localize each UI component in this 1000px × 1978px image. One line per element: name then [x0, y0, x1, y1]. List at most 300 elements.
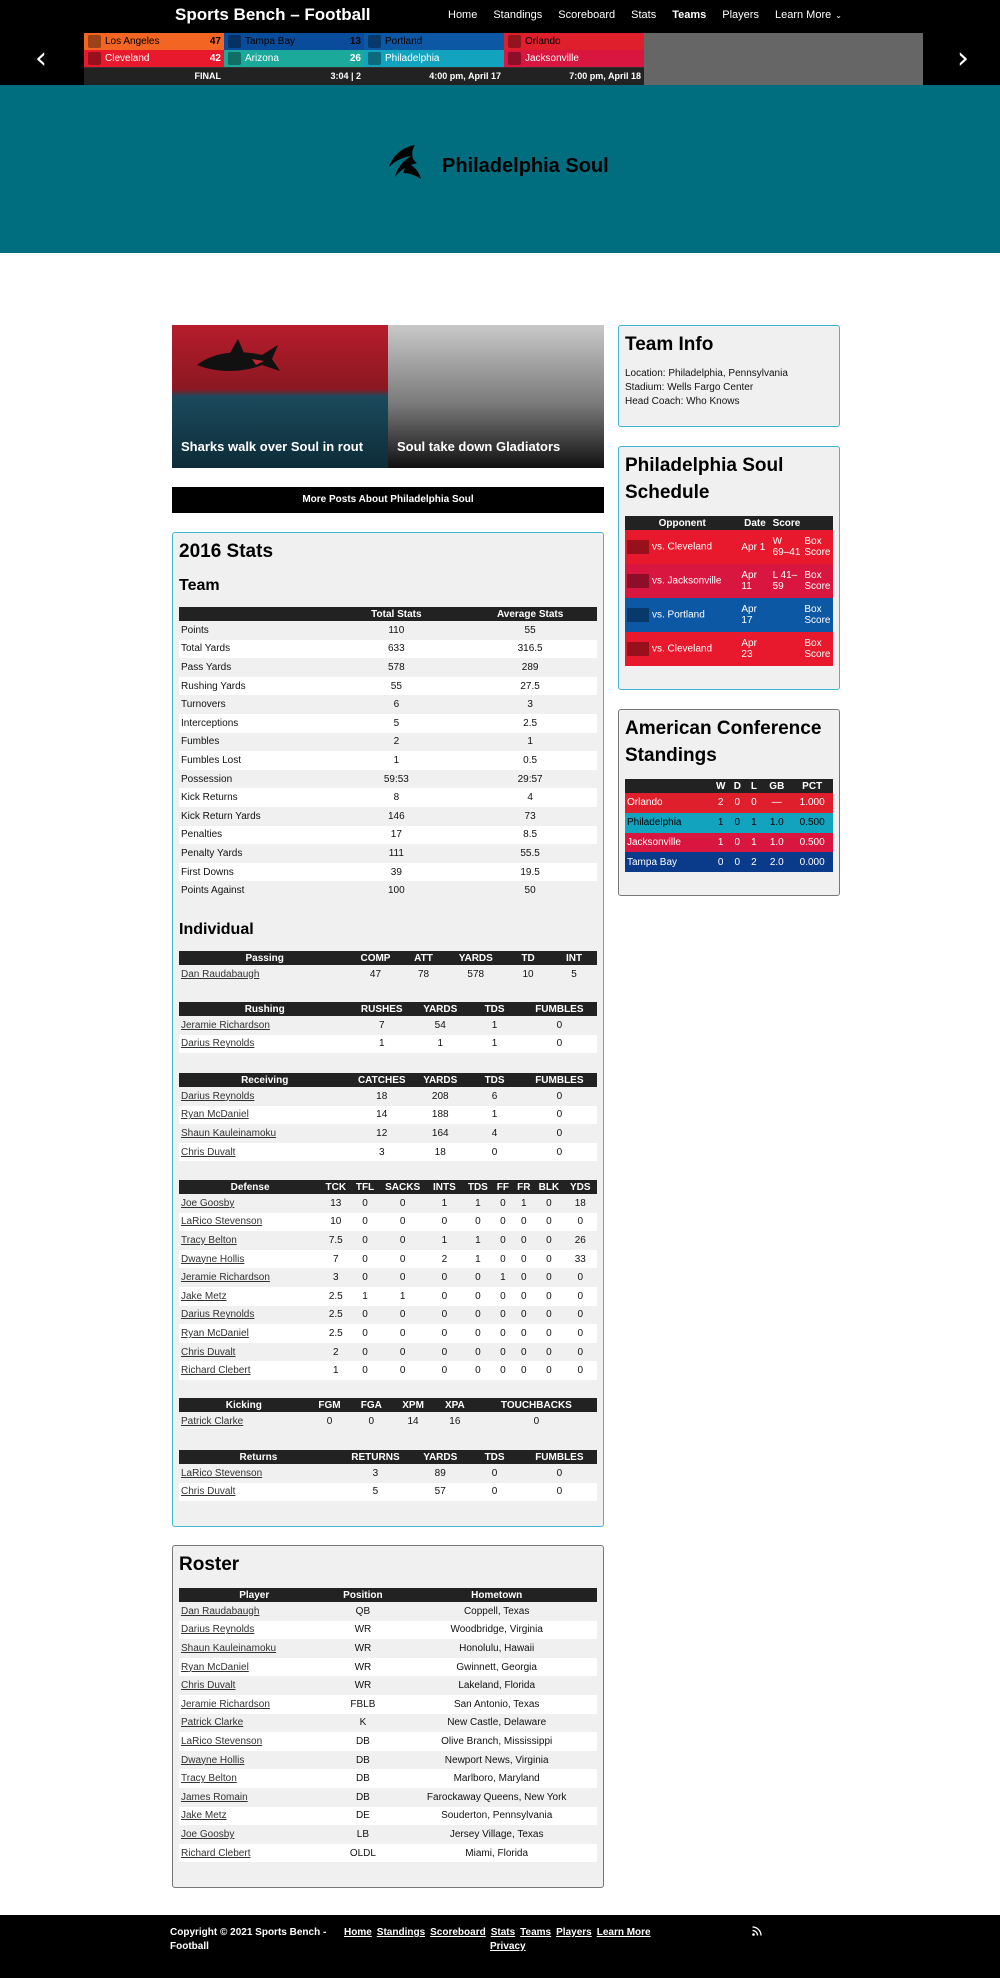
column-header: YDS	[564, 1180, 598, 1194]
game-status: FINAL	[84, 68, 224, 85]
data-table	[179, 1450, 597, 1501]
table-cell: Interceptions	[179, 714, 329, 733]
schedule-score: W 69–41	[771, 530, 803, 564]
post-card[interactable]	[172, 325, 388, 468]
footer-link-privacy[interactable]: Privacy	[490, 1941, 526, 1952]
table-cell: 2.5	[463, 714, 597, 733]
game-card[interactable]	[84, 33, 224, 85]
table-cell: 164	[413, 1124, 467, 1143]
table-cell: 0	[380, 1324, 426, 1343]
column-header: TDS	[467, 1450, 521, 1464]
schedule-score	[771, 632, 803, 666]
table-header-row	[179, 1180, 597, 1194]
table-cell: LB	[329, 1825, 396, 1844]
nav-item-stats[interactable]	[631, 9, 656, 21]
player-link[interactable]: Jeramie Richardson	[179, 1268, 321, 1287]
table-cell: 55	[329, 677, 463, 696]
standings-team-link[interactable]: Philadelphia	[625, 813, 712, 833]
column-header: Position	[329, 1588, 396, 1602]
game-status: 7:00 pm, April 18	[504, 68, 644, 85]
game-card[interactable]	[224, 33, 364, 85]
team-logo-icon	[368, 52, 381, 65]
player-link[interactable]: Dwayne Hollis	[179, 1250, 321, 1269]
team-score: 42	[209, 53, 221, 64]
table-cell: 19.5	[463, 863, 597, 882]
table-cell: 5	[551, 965, 597, 984]
game-home-row	[504, 50, 644, 67]
table-row	[179, 1231, 597, 1250]
table-cell: 0	[463, 1268, 492, 1287]
table-cell: 2	[426, 1250, 464, 1269]
footer-link-scoreboard[interactable]: Scoreboard	[430, 1927, 486, 1938]
table-row	[179, 1106, 597, 1125]
table-cell: 0	[309, 1412, 351, 1431]
column-header: Date	[739, 516, 770, 530]
table-cell: 0	[534, 1343, 563, 1362]
table-cell: OLDL	[329, 1844, 396, 1863]
table-cell: DB	[329, 1732, 396, 1751]
table-cell: DB	[329, 1751, 396, 1770]
player-link[interactable]: Chris Duvalt	[179, 1143, 350, 1162]
box-score-link[interactable]: Box Score	[802, 598, 833, 632]
player-link[interactable]: Ryan McDaniel	[179, 1658, 329, 1677]
table-cell: 14	[392, 1412, 434, 1431]
nav-item-teams[interactable]	[672, 9, 706, 21]
table-cell: 0	[380, 1231, 426, 1250]
standings-team-link[interactable]: Jacksonville	[625, 833, 712, 853]
nav-item-players[interactable]	[722, 9, 759, 21]
table-cell: 1	[467, 1106, 521, 1125]
column-header: XPM	[392, 1398, 434, 1412]
column-header: COMP	[350, 951, 400, 965]
player-link[interactable]: Dwayne Hollis	[179, 1751, 329, 1770]
table-cell: 0	[522, 1087, 597, 1106]
schedule-row	[625, 564, 833, 598]
table-row	[179, 1732, 597, 1751]
table-cell: 208	[413, 1087, 467, 1106]
player-link[interactable]: Richard Clebert	[179, 1361, 321, 1380]
table-cell: 0	[513, 1268, 534, 1287]
table-cell: 17	[329, 826, 463, 845]
table-row	[179, 1769, 597, 1788]
table-cell: 0	[467, 1143, 521, 1162]
player-link[interactable]: Richard Clebert	[179, 1844, 329, 1863]
table-cell: 0	[463, 1306, 492, 1325]
standings-team-link[interactable]: Orlando	[625, 793, 712, 813]
column-header: SACKS	[380, 1180, 426, 1194]
table-header-row	[179, 607, 597, 621]
post-title[interactable]: Sharks walk over Soul in rout	[181, 439, 364, 454]
game-status: 3:04 | 2	[224, 68, 364, 85]
table-row	[179, 1751, 597, 1770]
data-table	[179, 1398, 597, 1431]
table-row	[179, 1268, 597, 1287]
table-cell: 110	[329, 621, 463, 640]
game-home-row	[224, 50, 364, 67]
table-cell: QB	[329, 1602, 396, 1621]
post-title[interactable]: Soul take down Gladiators	[397, 439, 561, 454]
column-header: FF	[492, 1180, 513, 1194]
table-cell: 10	[505, 965, 551, 984]
player-link[interactable]: Shaun Kauleinamoku	[179, 1124, 350, 1143]
table-cell: 39	[329, 863, 463, 882]
stats-title: 2016 Stats	[179, 541, 274, 562]
footer-links	[344, 1926, 674, 1954]
footer-link-standings[interactable]: Standings	[376, 1927, 426, 1938]
table-row	[179, 1035, 597, 1054]
slider-next-arrow-icon[interactable]: ›	[957, 41, 969, 76]
player-link[interactable]: Joe Goosby	[179, 1825, 329, 1844]
table-row	[179, 1621, 597, 1640]
table-cell: WR	[329, 1676, 396, 1695]
player-link[interactable]: Darius Reynolds	[179, 1621, 329, 1640]
column-header: Player	[179, 1588, 329, 1602]
table-cell: 1	[380, 1287, 426, 1306]
slider-prev-arrow-icon[interactable]: ‹	[35, 41, 47, 76]
table-row	[179, 1324, 597, 1343]
table-row	[179, 770, 597, 789]
site-title[interactable]: Sports Bench – Football	[175, 5, 371, 24]
table-row	[179, 640, 597, 659]
table-cell: 0	[534, 1213, 563, 1232]
table-cell: 0.5	[463, 751, 597, 770]
standings-row	[625, 793, 833, 813]
table-row	[179, 1658, 597, 1677]
game-away-row	[364, 33, 504, 50]
player-link[interactable]: LaRico Stevenson	[179, 1732, 329, 1751]
schedule-opponent: vs. Portland	[652, 609, 705, 621]
player-link[interactable]: Jeramie Richardson	[179, 1695, 329, 1714]
player-link[interactable]: Patrick Clarke	[179, 1412, 309, 1431]
table-cell: 1	[467, 1016, 521, 1035]
table-cell: 1	[463, 1250, 492, 1269]
column-header: FGM	[309, 1398, 351, 1412]
table-cell: 0	[380, 1250, 426, 1269]
player-link[interactable]: Dan Raudabaugh	[179, 1602, 329, 1621]
player-link[interactable]: Shaun Kauleinamoku	[179, 1639, 329, 1658]
table-cell: 0	[463, 1361, 492, 1380]
table-cell: DB	[329, 1788, 396, 1807]
footer-link-players[interactable]: Players	[556, 1927, 592, 1938]
team-info-panel	[618, 325, 840, 427]
column-header: YARDS	[413, 1002, 467, 1016]
team-name: Orlando	[525, 36, 561, 47]
player-link[interactable]: Chris Duvalt	[179, 1483, 338, 1502]
team-logo-icon	[228, 35, 241, 48]
player-link[interactable]: Ryan McDaniel	[179, 1106, 350, 1125]
scoreboard-games	[84, 33, 923, 85]
column-header: TCK	[321, 1180, 350, 1194]
table-cell: 18	[413, 1143, 467, 1162]
data-table	[625, 516, 833, 666]
nav-item-scoreboard[interactable]	[558, 9, 615, 21]
team-logo-icon	[508, 52, 521, 65]
column-header: FUMBLES	[522, 1002, 597, 1016]
table-cell: 54	[413, 1016, 467, 1035]
table-cell: 7.5	[321, 1231, 350, 1250]
table-header-row	[625, 516, 833, 530]
table-cell: 7	[321, 1250, 350, 1269]
column-header: L	[746, 779, 763, 793]
column-header: Returns	[179, 1450, 338, 1464]
table-cell: WR	[329, 1658, 396, 1677]
schedule-opponent: vs. Cleveland	[652, 643, 713, 655]
team-name: Philadelphia	[385, 53, 440, 64]
table-cell: 0	[513, 1250, 534, 1269]
table-cell: Points	[179, 621, 329, 640]
footer-link-home[interactable]: Home	[344, 1927, 372, 1938]
table-cell: 3	[338, 1464, 413, 1483]
table-cell: 6	[329, 695, 463, 714]
table-row	[179, 1844, 597, 1863]
team-name: Arizona	[245, 53, 279, 64]
schedule-opponent-cell	[625, 632, 739, 666]
table-cell: Lakeland, Florida	[396, 1676, 597, 1695]
player-link[interactable]: Tracy Belton	[179, 1231, 321, 1250]
table-cell: 0	[534, 1231, 563, 1250]
table-header-row	[179, 1450, 597, 1464]
table-cell: 0	[426, 1343, 464, 1362]
more-posts-button[interactable]: More Posts About Philadelphia Soul	[172, 487, 604, 513]
table-row	[179, 1250, 597, 1269]
table-cell: 0	[534, 1306, 563, 1325]
team-logo-icon	[368, 35, 381, 48]
table-cell: DB	[329, 1769, 396, 1788]
footer-link-stats[interactable]: Stats	[490, 1927, 516, 1938]
table-cell: 0	[467, 1464, 521, 1483]
standings-title: American Conference Standings	[625, 718, 822, 766]
table-cell: 0	[380, 1194, 426, 1213]
table-cell: DE	[329, 1807, 396, 1826]
table-cell: 0	[492, 1361, 513, 1380]
table-header-row	[179, 951, 597, 965]
table-cell: New Castle, Delaware	[396, 1714, 597, 1733]
table-cell: 26	[564, 1231, 598, 1250]
table-row	[179, 1483, 597, 1502]
game-status: 4:00 pm, April 17	[364, 68, 504, 85]
box-score-link[interactable]: Box Score	[802, 530, 833, 564]
table-cell: 0	[426, 1324, 464, 1343]
table-cell: 1	[413, 1035, 467, 1054]
table-cell: 0	[463, 1324, 492, 1343]
player-link[interactable]: Jake Metz	[179, 1287, 321, 1306]
column-header: TFL	[350, 1180, 379, 1194]
table-cell: 0	[350, 1231, 379, 1250]
table-cell: 111	[329, 844, 463, 863]
schedule-row	[625, 632, 833, 666]
rss-icon[interactable]	[752, 1926, 762, 1936]
table-cell: K	[329, 1714, 396, 1733]
table-row	[179, 621, 597, 640]
column-header: TD	[505, 951, 551, 965]
standings-table	[625, 779, 833, 872]
box-score-link[interactable]: Box Score	[802, 564, 833, 598]
standings-cell: 0.500	[791, 813, 833, 833]
player-link[interactable]: LaRico Stevenson	[179, 1213, 321, 1232]
table-cell: 55.5	[463, 844, 597, 863]
table-row	[179, 1194, 597, 1213]
player-link[interactable]: James Romain	[179, 1788, 329, 1807]
player-link[interactable]: Dan Raudabaugh	[179, 965, 350, 984]
schedule-date: Apr 17	[739, 598, 770, 632]
table-cell: 0	[522, 1464, 597, 1483]
table-header-row	[179, 1073, 597, 1087]
table-row	[179, 1676, 597, 1695]
standings-cell: 1.0	[762, 813, 791, 833]
roster-title: Roster	[179, 1554, 240, 1575]
table-header-row	[625, 779, 833, 793]
table-cell: 73	[463, 807, 597, 826]
table-cell: 12	[350, 1124, 413, 1143]
player-link[interactable]: Ryan McDaniel	[179, 1324, 321, 1343]
standings-cell: 1	[712, 813, 729, 833]
table-cell: 0	[534, 1268, 563, 1287]
table-cell: 1	[426, 1231, 464, 1250]
nav-item-label: Players	[722, 9, 759, 21]
table-cell: 0	[380, 1213, 426, 1232]
footer-link-teams[interactable]: Teams	[520, 1927, 552, 1938]
player-link[interactable]: Jake Metz	[179, 1807, 329, 1826]
table-cell: Farockaway Queens, New York	[396, 1788, 597, 1807]
player-link[interactable]: Chris Duvalt	[179, 1343, 321, 1362]
table-cell: Pass Yards	[179, 658, 329, 677]
table-cell: 0	[534, 1324, 563, 1343]
team-logo-icon	[228, 52, 241, 65]
game-home-row	[364, 50, 504, 67]
column-header: YARDS	[413, 1450, 467, 1464]
table-cell: 0	[534, 1250, 563, 1269]
table-row	[179, 1287, 597, 1306]
nav-item-label: Learn More	[774, 9, 832, 21]
column-header: ATT	[401, 951, 447, 965]
table-cell: 0	[522, 1035, 597, 1054]
data-table	[179, 1180, 597, 1380]
footer-link-learn-more[interactable]: Learn More	[596, 1927, 651, 1938]
game-card[interactable]	[504, 33, 644, 85]
table-cell: 0	[350, 1412, 392, 1431]
table-cell: 0	[350, 1268, 379, 1287]
team-name: Jacksonville	[525, 53, 579, 64]
player-link[interactable]: Jeramie Richardson	[179, 1016, 350, 1035]
team-location: Location: Philadelphia, Pennsylvania	[625, 367, 788, 379]
table-cell: 0	[534, 1194, 563, 1213]
table-cell: 0	[564, 1268, 598, 1287]
player-link[interactable]: Chris Duvalt	[179, 1676, 329, 1695]
table-cell: Coppell, Texas	[396, 1602, 597, 1621]
data-table	[179, 607, 597, 900]
table-cell: 89	[413, 1464, 467, 1483]
table-row	[179, 677, 597, 696]
table-cell: 0	[350, 1213, 379, 1232]
table-cell: 0	[463, 1343, 492, 1362]
post-card[interactable]	[388, 325, 604, 468]
data-table	[179, 951, 597, 984]
game-card[interactable]	[364, 33, 504, 85]
standings-cell: 0	[729, 852, 746, 872]
table-cell: 0	[513, 1287, 534, 1306]
table-row	[179, 1602, 597, 1621]
standings-cell: 1	[712, 833, 729, 853]
column-header: Rushing	[179, 1002, 350, 1016]
player-link[interactable]: LaRico Stevenson	[179, 1464, 338, 1483]
nav-item-standings[interactable]	[493, 9, 542, 21]
player-link[interactable]: Joe Goosby	[179, 1194, 321, 1213]
standings-team-link[interactable]: Tampa Bay	[625, 852, 712, 872]
table-row	[179, 1124, 597, 1143]
returns-table	[179, 1450, 597, 1501]
team-logo-icon	[377, 141, 435, 197]
table-cell: 1	[492, 1268, 513, 1287]
column-header: TDS	[467, 1002, 521, 1016]
table-cell: Rushing Yards	[179, 677, 329, 696]
standings-cell: 0	[729, 833, 746, 853]
table-cell: 7	[350, 1016, 413, 1035]
individual-stats-heading: Individual	[179, 921, 254, 938]
player-link[interactable]: Tracy Belton	[179, 1769, 329, 1788]
table-row	[179, 826, 597, 845]
table-row	[179, 733, 597, 752]
nav-item-home[interactable]	[448, 9, 477, 21]
table-cell: 2	[329, 733, 463, 752]
table-cell: 0	[350, 1343, 379, 1362]
box-score-link[interactable]: Box Score	[802, 632, 833, 666]
table-cell: 578	[447, 965, 506, 984]
table-cell: Olive Branch, Mississippi	[396, 1732, 597, 1751]
column-header: XPA	[434, 1398, 476, 1412]
table-cell: 57	[413, 1483, 467, 1502]
standings-cell: 0	[729, 793, 746, 813]
table-cell: San Antonio, Texas	[396, 1695, 597, 1714]
nav-item-label: Stats	[631, 9, 657, 21]
table-row	[179, 1788, 597, 1807]
player-link[interactable]: Patrick Clarke	[179, 1714, 329, 1733]
player-link[interactable]: Darius Reynolds	[179, 1035, 350, 1054]
standings-cell: 0	[729, 813, 746, 833]
table-cell: 1	[426, 1194, 464, 1213]
standings-cell: 1	[746, 813, 763, 833]
table-row	[179, 1412, 597, 1431]
game-away-row	[504, 33, 644, 50]
opponent-logo-icon	[627, 608, 649, 622]
table-cell: 0	[380, 1268, 426, 1287]
column-header: Total Stats	[329, 607, 463, 621]
table-cell: 2.5	[321, 1287, 350, 1306]
table-cell: 5	[338, 1483, 413, 1502]
table-cell: 0	[564, 1324, 598, 1343]
team-hero-banner	[0, 85, 1000, 253]
table-header-row	[179, 1398, 597, 1412]
player-link[interactable]: Darius Reynolds	[179, 1087, 350, 1106]
table-row	[179, 1464, 597, 1483]
schedule-date: Apr 23	[739, 632, 770, 666]
table-cell: 1	[463, 1194, 492, 1213]
passing-table	[179, 951, 597, 984]
table-header-row	[179, 1588, 597, 1602]
column-header: Receiving	[179, 1073, 350, 1087]
column-header: FUMBLES	[522, 1450, 597, 1464]
nav-item-learn-more[interactable]	[775, 9, 842, 21]
team-info-title: Team Info	[625, 334, 714, 355]
table-cell: 4	[463, 788, 597, 807]
team-name: Los Angeles	[105, 36, 160, 47]
column-header: FUMBLES	[522, 1073, 597, 1087]
table-cell: Miami, Florida	[396, 1844, 597, 1863]
column-header: RETURNS	[338, 1450, 413, 1464]
table-row	[179, 1306, 597, 1325]
table-cell: 0	[492, 1194, 513, 1213]
table-row	[179, 1016, 597, 1035]
player-link[interactable]: Darius Reynolds	[179, 1306, 321, 1325]
